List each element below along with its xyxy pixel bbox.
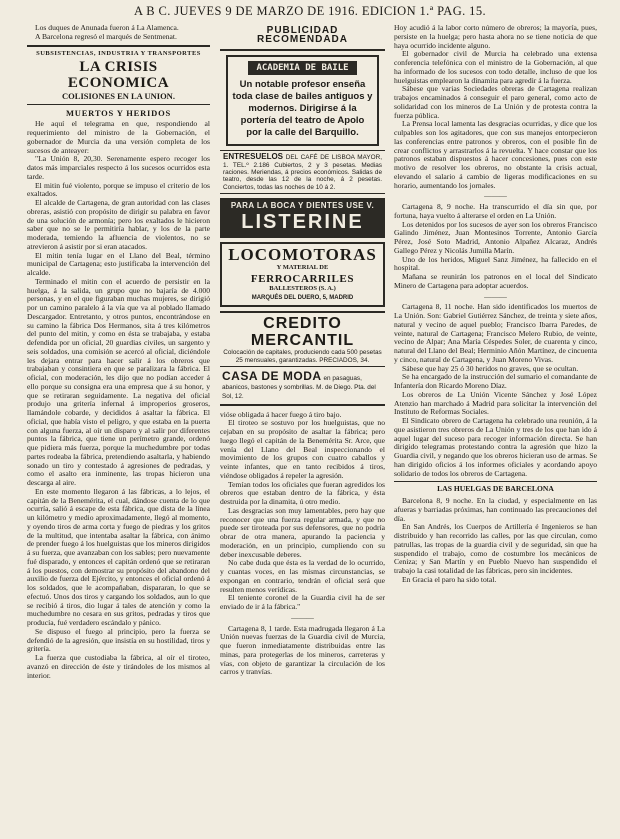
ad-moda-title: CASA DE MODA — [222, 369, 322, 384]
article-paragraph: Se ha encargado de la instrucción del sumario el comandante de Infantería don Ricardo Moreno Díaz. — [394, 372, 597, 390]
intro-paragraph: Los duques de Anunada fueron á La Alamenca. — [35, 24, 179, 32]
middle-column — [220, 24, 385, 829]
ad-loco-sub: Y MATERIAL DE — [276, 264, 329, 272]
ad-moda-text: en pasaguas, abanicos, bastones y sombrillas. M. de Diego. Pta. del Sol, 12. — [222, 375, 376, 400]
article-paragraph: vióse obligada á hacer fuego á tiro bajo. — [220, 409, 342, 419]
section-label: SUBSISTENCIAS, INDUSTRIA Y TRANSPORTES — [36, 49, 201, 57]
article-paragraph: Cartagena 8, 11 noche. Han sido identificados los muertos de La Unión. Son: Gabriel Gutiérrez Sánchez, de treinta y siete años, natural y vecino de aquel pueblo; Francisco Ibarra Paredes, de veinte, natural de Cartagena; Francisco Melero Rubio, de veinte, vecino de Alpar; Ana María Céspedes Soler, de cuarenta y cinco, natural del Llano del Beal; Herminio Añón Martínez, de cincuenta y cinco, natural de Cartagena, y Juan Moreno Vivas. — [394, 302, 597, 364]
article-paragraph: Terminado el mitin con el acuerdo de persistir en la huelga, á la salida, un grupo que no bajaría de 4.000 personas, y en el que figuraban muchas mujeres, se dirigió por un camino paralelo á la vía que va al poblado llamado Descargador. Entretanto, y otros puntos, encontrándose en su camino la fábrica Dos Hermanos, sita á tres kilómetros del punto del mitin, y como en ésta se trabajaba, y estaba defendida por un oficial, 20 guardias civiles, un sargento y seis soldados, una comisión se acercó al oficial, diciéndole les dejara entrar para hacer salir á los obreros que trabajaban y consintiera en que se paralizara la fábrica. El oficial, con moderación, les dijo que no podían acceder á ello porque su consigna era una empresa que á su honor, y que se retiraran seguidamente. La negativa del oficial produjo una gritería infernal á improperios groseros, llamándole cobarde, y decididos á asaltar la fábrica. El oficial, que había visto el peligro, y que estaba en la puerta con alguna fuerza, al oír un disparo y al salir por diferentes puntos la fábrica, que tiene un perímetro grande, ordenó que pidiera más fuerza, porque la muchedumbre por todas partes rodeaba la fábrica, pretendiendo asaltarla, y habiendo sonado un tiro y contestado á agresiones de pedradas, y como el asalto era inminente, las tropas hicieron una descarga al aire. — [27, 276, 210, 487]
article-subhead: MUERTOS Y HERIDOS — [65, 108, 172, 119]
article-paragraph: El alcalde de Cartagena, de gran autoridad con las clases obreras, asistió con propósito de dirigir su palabra en favor de una solución de armonía; pero los exaltados le hicieron saber que no se le permitiría hablar, y los de la parte moderada, temiendo la afluencia de violentos, no se atrevieron á asistir por si eran atacados. — [27, 198, 210, 251]
article-paragraph: El mitin fué violento, porque se impuso el criterio de los exaltados. — [27, 180, 210, 199]
article-paragraph: Cartagena 8, 1 tarde. Esta madrugada llegaron á La Unión nuevas fuerzas de la Guardia civil de Murcia, que fueron inmediatamente distribuidas entre las minas, para protegerlas de los mineros, carreteras y vías, con objeto de garantizar la circulación de los carros y tranvías. — [220, 623, 385, 677]
divider — [27, 104, 210, 105]
article-paragraph: Sábese que hay 25 ó 30 heridos no graves, que se ocultan. — [402, 363, 579, 373]
article-paragraph: En este momento llegaron á las fábricas, a lo lejos, el capitán de la Benemérita, el cual, dándose cuenta de lo que ocurría, salió á escape de esta fábrica, que dista de la línea un kilómetro y medio aproximadamente, llegó al momento, y oyendo tiros de arma corta y fuego de piedras y los gritos de la multitud, que intentaba asaltar la fábrica, con ánimo de prender fuego á los huelguistas que los mineros dirigidos á su fuerza, que avanzaban con los sables; pero nuevamente fué disparado, y entonces el capitán ordenó que se retiraran á los puestos, con demostrar su propósito del abandono del auxilio de fuerza del Ejército, y entonces el oficial ordenó á los soldados, que le acompañaban, dispararan, lo que se efectuó. Unos dos tiros y cargando los soldados, aun lo que se recibió á tiros, dio lugar á tales de atención y como la muchedumbre no cesara en sus gritos, pedradas y tiros que producía, fué verdadero escándalo y pánico. — [27, 486, 210, 627]
article-paragraph: Uno de los heridos, Miguel Sanz Jiménez, ha fallecido en el hospital. — [394, 254, 597, 273]
ad-entresuelos-lead: ENTRESUELOS — [223, 152, 284, 162]
divider: ——— — [484, 291, 507, 301]
article-paragraph: La Prensa local lamenta las desgracias ocurridas, y dice que los culpables son los agitadores, que con sus manejos entorpecieron las conferencias entre patronos y obreros, con el posible fin de crear conflictos y arrastrarlos á la revuelta. Y hace constar que los patronos estaban dispuestos á hacer concesiones, pues con este motivo de resolver los obreros, no obstante la crisis actual, elevando el salario á cambio de ligeras modificaciones en su horario, aumentando los jornales. — [394, 119, 597, 190]
ad-loco-address: MARQUÉS DEL DUERO, 5, MADRID — [251, 294, 354, 301]
article-paragraph: Las desgracias son muy lamentables, pero hay que reconocer que una fuerza regular armada, y que no puede ser tiroteada por sus defensores, que no podría obrar de otra manera, apurando la paciencia y moderación, en un principio, cumpliendo con su deber inexcusable deberes. — [220, 505, 385, 559]
article-paragraph: Los obreros de La Unión Vicente Sánchez y José López Atenzio han marchado á Madrid para solicitar la intervención del Instituto de Reformas Sociales. — [394, 389, 597, 417]
divider — [394, 481, 597, 482]
article-paragraph: He aquí el telegrama en que, respondiendo al requerimiento del ministro de la Gobernación, el gobernador de Murcia da una versión completa de los sucesos de anteayer: — [27, 119, 210, 155]
article-paragraph: Se dispuso el fuego al principio, pero la fuerza se defendió de la agresión, que insistía en su hostilidad, tiros y gritería. — [27, 626, 210, 654]
article-paragraph: La fuerza que custodiaba la fábrica, al oír el tiroteo, avanzó en dirección de éste y tirándoles de los mismos al interior. — [27, 653, 210, 680]
divider — [27, 45, 210, 47]
article-paragraph: "La Unión 8, 20,30. Serenamente espero recoger los datos más imparciales respecto á los sucesos ocurridos esta tarde. — [27, 154, 210, 181]
article-subhead: COLISIONES EN LA UNION. — [62, 91, 175, 102]
article-paragraph: Temían todos los oficiales que fueran agredidos los obreros que estaban dentro de la fábrica, y ésta destruida por la dinamita, ú otro medio. — [220, 479, 385, 507]
intro-paragraph: A Barcelona regresó el marqués de Sentmenat. — [35, 31, 177, 41]
article-paragraph: Mañana se reunirán los patronos en el local del Sindicato Minero de Cartagena para adoptar acuerdos. — [394, 272, 597, 290]
article-paragraph: Los detenidos por los sucesos de ayer son los obreros Francisco Galindo Jiménez, Juan Montesinos Torrente, Antonio García Pérez, José Soto Madrid, Antonio Alpañez Alcaraz, Andrés Gallego Pérez y Nicolás Jumilla Marín. — [394, 219, 597, 255]
article-paragraph: Barcelona 8, 9 noche. En la ciudad, y especialmente en las afueras y barriadas próximas, han continuado las precauciones del día. — [394, 496, 597, 523]
ad-entresuelos-text: DEL CAFÉ DE LISBOA MAYOR, 1. TEL.º 2.186 Cubiertos, 2 y 3 pesetas. Medias raciones. Meriendas, á precios económicos. Salidas de teatro, desde las 12 de la noche, á 2 pesetas. Conciertos, todas las noches de 10 á 2. — [223, 154, 382, 191]
article-paragraph: El teniente coronel de la Guardia civil ha de ser enviado de ir á la fábrica." — [220, 593, 385, 612]
section-heading-barcelona: LAS HUELGAS DE BARCELONA — [437, 484, 554, 494]
divider: ——— — [484, 191, 507, 201]
article-paragraph: No cabe duda que ésta es la verdad de lo ocurrido, y cuantas voces, en las mismas circunstancias, se expongan en contrario, tendrán el oficial será que resulten menos verídicas. — [220, 558, 385, 594]
ad-listerine — [220, 198, 385, 238]
ad-academia-title: ACADEMIA DE BAILE — [248, 61, 356, 76]
ad-credito-mercantil — [220, 311, 385, 367]
ad-loco-title2: FERROCARRILES — [250, 272, 355, 285]
article-headline: LA CRISIS ECONOMICA — [67, 59, 170, 92]
article-paragraph: El tiroteo se sostuvo por los huelguistas, que no cejaban en su propósito de asaltar la fábrica; pero luego llegó el capitán de la Benemérita Sr. Arce, que venía del Llano del Beal inspeccionando el movimiento de los grupos con cuatro caballos y veinte infantes, que en tanto recibidos á tiros, viéndose obligados á repeler la agresión. — [220, 418, 385, 480]
article-paragraph: Hoy acudió á la labor corto número de obreros; la mayoría, pues, persiste en la huelga; pero hasta ahora no se tiene noticia de que haya ocurrido incidente alguno. — [394, 24, 597, 50]
article-paragraph: El gobernador civil de Murcia ha celebrado una extensa conferencia telefónica con el ministro de la Gobernación, al que ha informado de los sucesos con todo detalle, incluso de que los huelguistas emplearon la dinamita para agredir á la fuerza. — [394, 49, 597, 85]
article-paragraph: Sábese que varias Sociedades obreras de Cartagena realizan trabajos encaminados á conseguir el paro general, como acto de solidaridad con los mineros de La Unión y de protesta contra la fuerza pública. — [394, 84, 597, 120]
article-paragraph: En San Andrés, los Cuerpos de Artillería é Ingenieros se han distribuido y han recorrido las calles, por las que circulan, como patrullas, las tropas de la guardia civil y de seguridad, sin que ha suspendido el trabajo, como de costumbre los mecánicos de Ceniza; y San Martín y en Pueblo Nuevo han suspendido el trabajo la casi totalidad de las fábricas, pero sin incidentes. — [394, 522, 597, 575]
ad-listerine-tagline: PARA LA BOCA Y DIENTES USE V. — [230, 201, 375, 211]
ad-academia-baile — [226, 55, 379, 147]
article-paragraph: En Gracia el paro ha sido total. — [402, 574, 497, 584]
right-column — [394, 24, 597, 829]
article-paragraph: El mitin tenía lugar en el Llano del Beal, término municipal de Cartagena; esto justificaba la intervención del alcalde. — [27, 250, 210, 277]
left-column — [27, 24, 210, 829]
ad-entresuelos — [220, 150, 385, 194]
article-paragraph: Cartagena 8, 9 noche. Ha transcurrido el día sin que, por fortuna, haya vuelto á alterarse el orden en La Unión. — [394, 202, 597, 220]
ad-listerine-brand: LISTERINE — [241, 211, 364, 234]
divider: ——— — [291, 612, 314, 622]
ad-credito-text: Colocación de capitales, produciendo cada 500 pesetas 25 mensuales, garantizadas. PRECIADOS, 34. — [223, 349, 382, 364]
ad-loco-company: BALLESTEROS (S. A.) — [269, 284, 336, 292]
ad-credito-title: CREDITO MERCANTIL — [250, 315, 355, 350]
ad-academia-body: Un notable profesor enseña toda clase de bailes antiguos y modernos. Dirigirse á la portería del teatro de Apolo por la calle del Barquillo. — [232, 79, 373, 139]
ad-loco-title: LOCOMOTORAS — [228, 245, 377, 265]
ad-casa-moda — [220, 371, 385, 405]
page-header: A B C. JUEVES 9 DE MARZO DE 1916. EDICION 1.ª PAG. 15. — [133, 4, 487, 18]
advertising-section-title: PUBLICIDAD RECOMENDADA — [220, 24, 385, 51]
article-paragraph: El Sindicato obrero de Cartagena ha celebrado una reunión, á la que asistieron tres obreros de La Unión y tres de los que han ido á aquel lugar del suceso para recoger información directa. Se han dirigido telegramas protestando contra la agresión que hizo la Guardia civil, y negando que los obreros hicieran uso de armas. Se han dirigido oficios á los informes oficiales y acordando apoyo solidario de todos los obreros de Cartagena. — [394, 416, 597, 478]
ad-locomotoras — [220, 242, 385, 307]
